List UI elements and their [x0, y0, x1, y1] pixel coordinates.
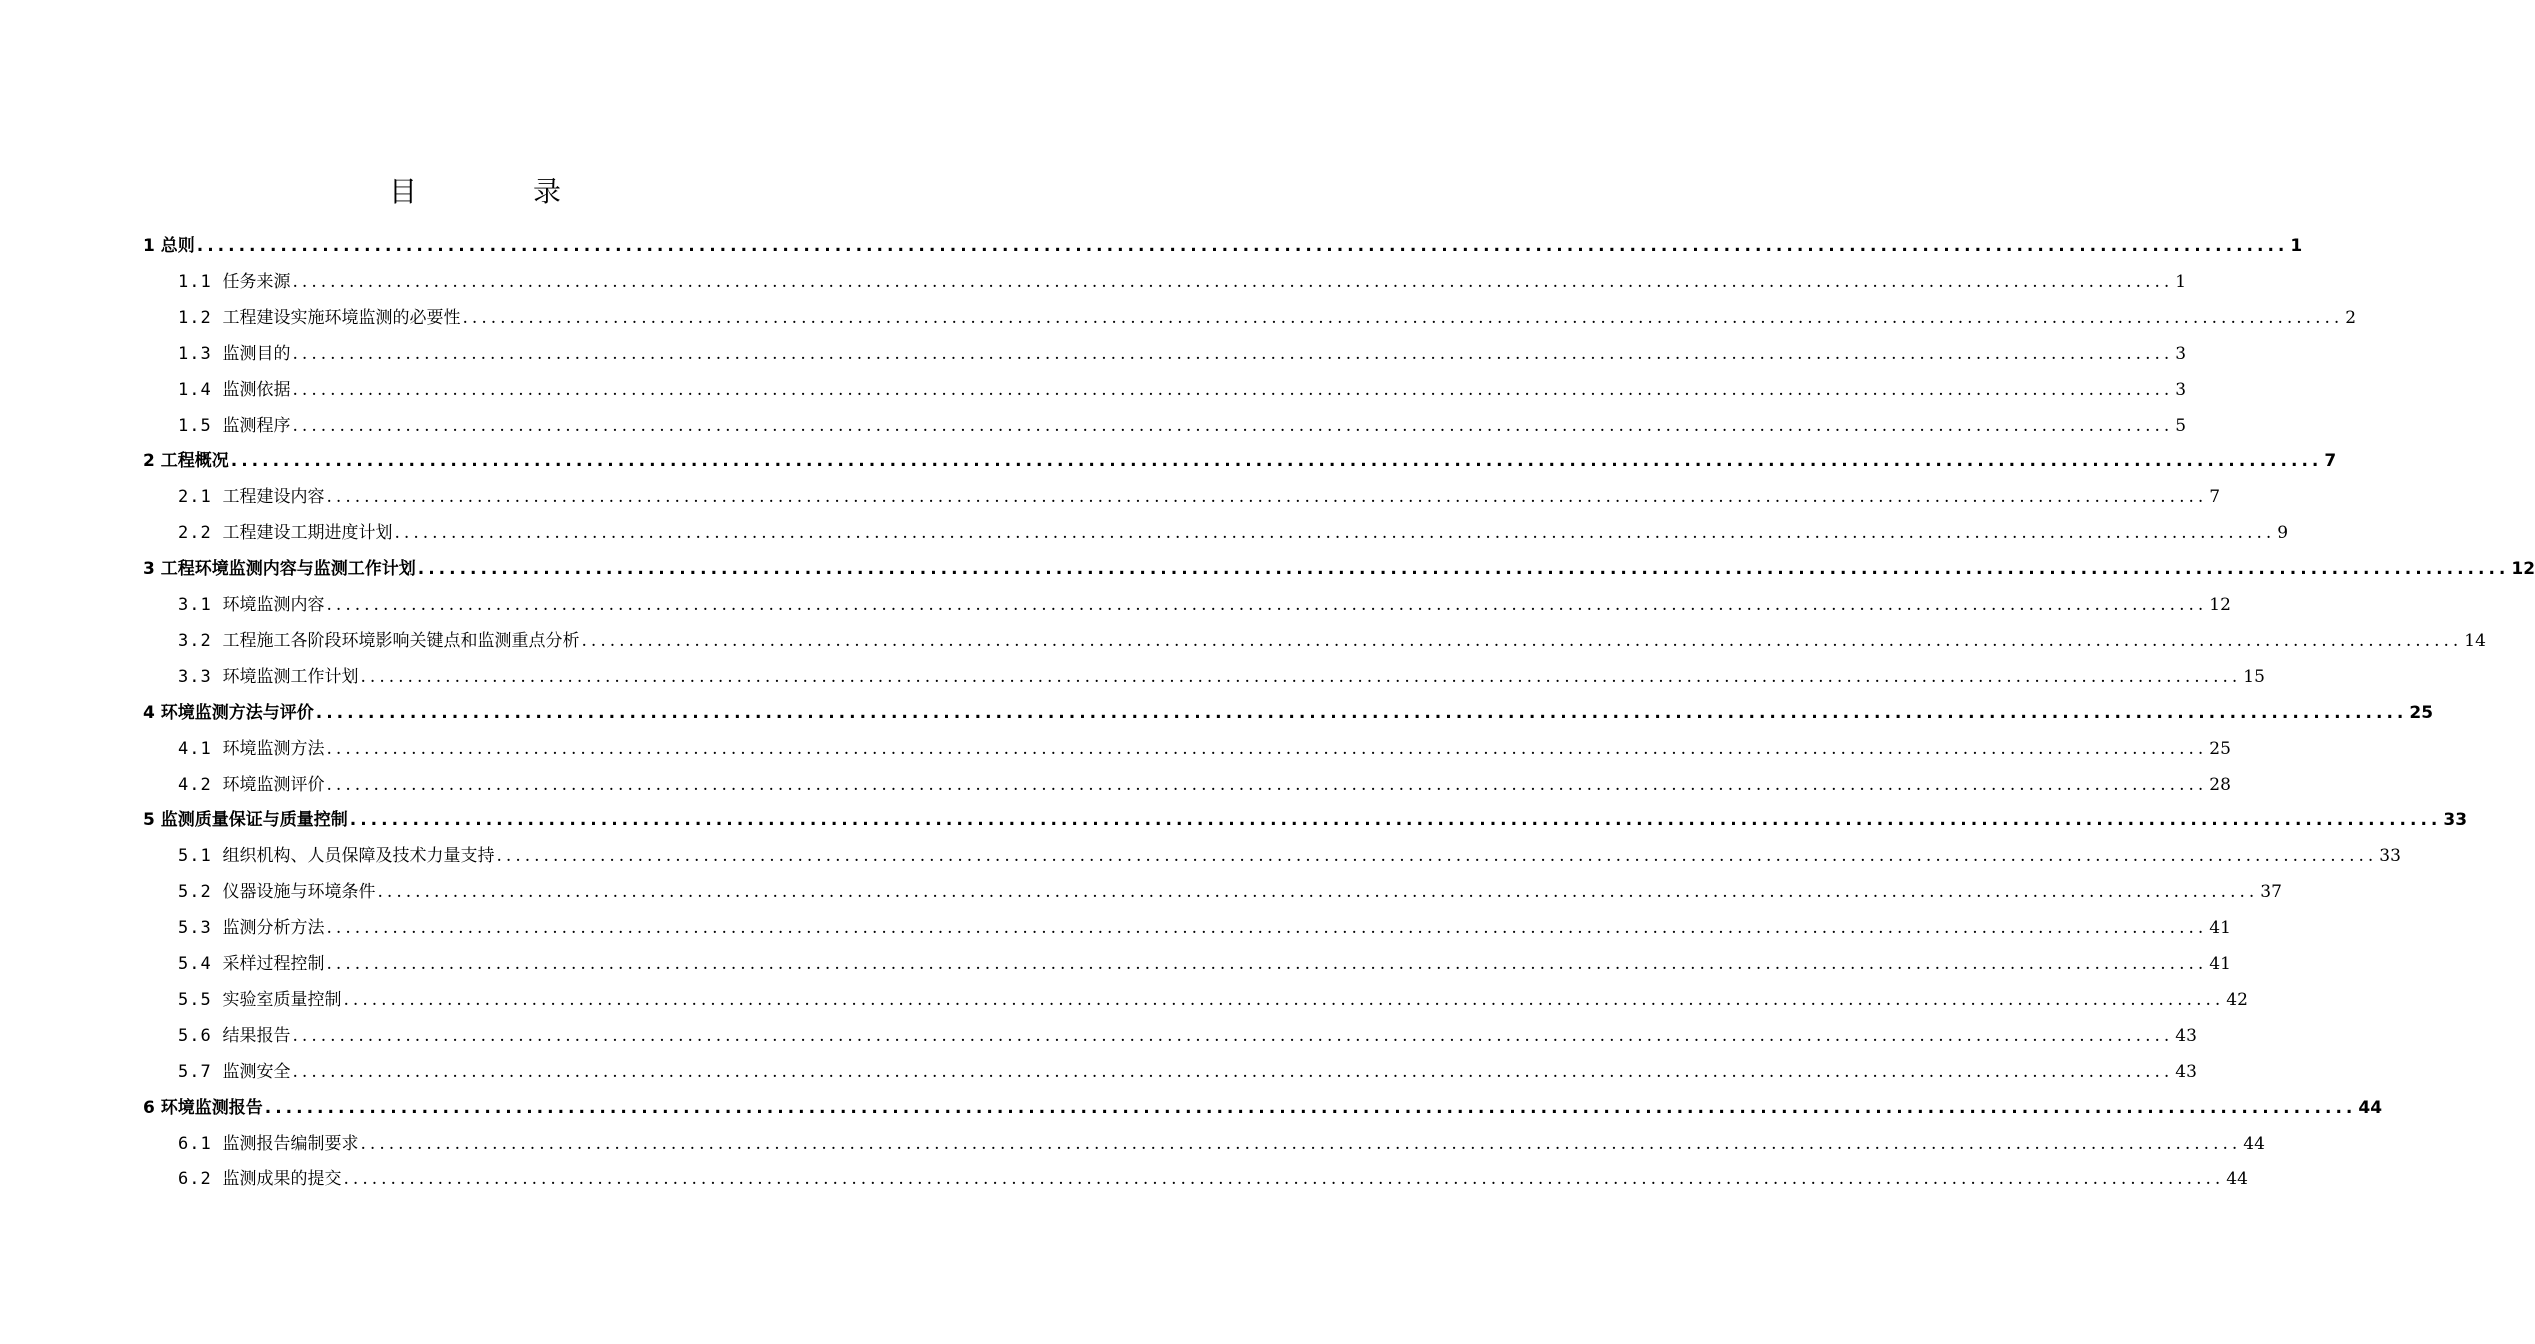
toc-dot-leader: ........................................................................................................................................................................................................ — [377, 882, 2259, 903]
toc-entry-page: 14 — [2464, 630, 2486, 651]
toc-entry-label: 工程施工各阶段环境影响关键点和监测重点分析 — [222, 630, 580, 651]
toc-dot-leader: ........................................................................................................................................................................................................ — [292, 1061, 2174, 1082]
toc-entry-label: 采样过程控制 — [222, 954, 325, 974]
toc-dot-leader: ........................................................................................................................................................................................................ — [496, 846, 2378, 867]
toc-entry-page: 33 — [2379, 846, 2401, 867]
toc-entry-number: 3.1 — [178, 595, 212, 615]
toc-entry-number: 4.1 — [178, 738, 212, 759]
toc-entry-label: 监测报告编制要求 — [222, 1133, 359, 1154]
toc-entry-number: 3.2 — [178, 630, 212, 651]
toc-section-entry[interactable] — [178, 1057, 2197, 1083]
toc-dot-leader: ........................................................................................................................................................................................................ — [360, 1133, 2242, 1154]
toc-section-entry[interactable] — [178, 877, 2282, 903]
toc-entry-page: 41 — [2209, 918, 2231, 939]
toc-dot-leader: ........................................................................................................................................................................................................ — [343, 1169, 2225, 1190]
toc-entry-label: 环境监测内容 — [222, 595, 325, 615]
toc-dot-leader: ........................................................................................................................................................................................................ — [462, 307, 2344, 328]
toc-dot-leader: ........................................................................................................................................................................................................ — [349, 810, 2442, 831]
toc-section-entry[interactable] — [178, 267, 2187, 293]
toc-dot-leader: ........................................................................................................................................................................................................ — [326, 487, 2208, 508]
toc-entry-number: 5.5 — [178, 989, 212, 1010]
toc-dot-leader: ........................................................................................................................................................................................................ — [394, 523, 2276, 544]
toc-entry-number: 3 — [143, 559, 155, 580]
toc-chapter-entry[interactable] — [143, 446, 2337, 472]
toc-entry-number: 1.2 — [178, 307, 212, 328]
toc-entry-page: 1 — [2175, 271, 2187, 292]
toc-entry-label: 监测质量保证与质量控制 — [160, 810, 348, 831]
page-title: 目 录 — [388, 175, 605, 208]
toc-entry-label: 环境监测方法 — [222, 738, 325, 759]
toc-section-entry[interactable] — [178, 1164, 2248, 1190]
toc-section-entry[interactable] — [178, 841, 2401, 867]
toc-entry-number: 1.5 — [178, 415, 212, 436]
toc-entry-page: 12 — [2209, 595, 2231, 615]
toc-entry-label: 环境监测方法与评价 — [160, 702, 314, 723]
toc-entry-number: 5 — [143, 810, 155, 831]
toc-dot-leader: ........................................................................................................................................................................................................ — [264, 1097, 2357, 1118]
toc-entry-label: 工程概况 — [160, 451, 229, 472]
toc-entry-page: 44 — [2358, 1097, 2383, 1118]
toc-section-entry[interactable] — [178, 303, 2357, 329]
toc-dot-leader: ........................................................................................................................................................................................................ — [326, 774, 2208, 795]
toc-entry-page: 28 — [2209, 774, 2231, 795]
toc-dot-leader: ........................................................................................................................................................................................................ — [292, 379, 2174, 400]
toc-entry-number: 3.3 — [178, 666, 212, 687]
toc-dot-leader: ........................................................................................................................................................................................................ — [581, 630, 2463, 651]
toc-entry-number: 4 — [143, 702, 155, 723]
toc-entry-label: 环境监测评价 — [222, 774, 325, 795]
toc-entry-label: 监测分析方法 — [222, 918, 325, 939]
toc-entry-label: 实验室质量控制 — [222, 989, 342, 1010]
toc-entry-number: 5.3 — [178, 918, 212, 939]
toc-section-entry[interactable] — [178, 482, 2221, 508]
toc-entry-label: 工程建设实施环境监测的必要性 — [222, 307, 461, 328]
toc-entry-page: 43 — [2175, 1061, 2197, 1082]
toc-entry-page: 25 — [2209, 738, 2231, 759]
toc-entry-number: 5.1 — [178, 846, 212, 867]
toc-entry-number: 1.3 — [178, 343, 212, 364]
toc-entry-label: 监测依据 — [222, 379, 291, 400]
toc-section-entry[interactable] — [178, 1021, 2197, 1047]
toc-entry-page: 33 — [2443, 810, 2468, 831]
toc-chapter-entry[interactable] — [143, 1093, 2383, 1119]
toc-entry-number: 6.1 — [178, 1133, 212, 1154]
toc-entry-number: 2.2 — [178, 523, 212, 544]
toc-entry-label: 结果报告 — [222, 1025, 291, 1046]
toc-section-entry[interactable] — [178, 339, 2187, 365]
toc-entry-page: 7 — [2209, 487, 2221, 508]
toc-section-entry[interactable] — [178, 590, 2231, 616]
toc-entry-page: 2 — [2345, 307, 2357, 328]
toc-dot-leader: ........................................................................................................................................................................................................ — [315, 702, 2408, 723]
toc-entry-label: 环境监测报告 — [160, 1097, 263, 1118]
toc-dot-leader: ........................................................................................................................................................................................................ — [292, 271, 2174, 292]
toc-entry-number: 5.7 — [178, 1061, 212, 1082]
toc-entry-page: 7 — [2324, 451, 2337, 472]
toc-section-entry[interactable] — [178, 518, 2289, 544]
toc-chapter-entry[interactable] — [143, 231, 2303, 257]
toc-entry-label: 环境监测工作计划 — [222, 666, 359, 687]
toc-entry-page: 12 — [2511, 559, 2535, 580]
toc-section-entry[interactable] — [178, 985, 2248, 1011]
toc-entry-page: 1 — [2290, 236, 2303, 256]
toc-dot-leader: ........................................................................................................................................................................................................ — [343, 989, 2225, 1010]
toc-section-entry[interactable] — [178, 411, 2187, 437]
toc-entry-page: 43 — [2175, 1025, 2197, 1046]
toc-dot-leader: ........................................................................................................................................................................................................ — [230, 451, 2323, 472]
toc-entry-page: 25 — [2409, 702, 2434, 723]
toc-section-entry[interactable] — [178, 770, 2231, 796]
toc-section-entry[interactable] — [178, 1129, 2265, 1155]
toc-dot-leader: ........................................................................................................................................................................................................ — [292, 1025, 2174, 1046]
toc-entry-label: 组织机构、人员保障及技术力量支持 — [222, 846, 495, 867]
toc-entry-label: 工程建设工期进度计划 — [222, 523, 393, 544]
toc-section-entry[interactable] — [178, 734, 2231, 760]
toc-entry-page: 3 — [2175, 343, 2187, 364]
toc-dot-leader: ........................................................................................................................................................................................................ — [292, 343, 2174, 364]
toc-section-entry[interactable] — [178, 913, 2231, 939]
toc-entry-page: 15 — [2243, 666, 2265, 687]
toc-entry-number: 2 — [143, 451, 155, 472]
toc-entry-number: 1.4 — [178, 379, 212, 400]
toc-entry-page: 9 — [2277, 523, 2289, 544]
toc-dot-leader: ........................................................................................................................................................................................................ — [417, 559, 2510, 580]
toc-entry-number: 5.6 — [178, 1025, 212, 1046]
toc-section-entry[interactable] — [178, 662, 2265, 688]
toc-section-entry[interactable] — [178, 949, 2231, 975]
toc-entry-number: 5.4 — [178, 954, 212, 974]
toc-dot-leader: ........................................................................................................................................................................................................ — [360, 666, 2242, 687]
toc-entry-label: 仪器设施与环境条件 — [222, 882, 376, 903]
toc-dot-leader: ........................................................................................................................................................................................................ — [326, 918, 2208, 939]
toc-section-entry[interactable] — [178, 626, 2486, 652]
toc-dot-leader: ........................................................................................................................................................................................................ — [326, 595, 2208, 615]
toc-chapter-entry[interactable] — [143, 698, 2434, 724]
toc-dot-leader: ........................................................................................................................................................................................................ — [326, 954, 2208, 974]
toc-entry-page: 3 — [2175, 379, 2187, 400]
toc-dot-leader: ........................................................................................................................................................................................................ — [196, 236, 2289, 256]
toc-chapter-entry[interactable] — [143, 554, 2535, 580]
toc-entry-number: 4.2 — [178, 774, 212, 795]
toc-entry-number: 1.1 — [178, 271, 212, 292]
toc-chapter-entry[interactable] — [143, 805, 2468, 831]
toc-entry-label: 监测程序 — [222, 415, 291, 436]
toc-entry-label: 工程环境监测内容与监测工作计划 — [160, 559, 416, 580]
toc-entry-page: 42 — [2226, 989, 2248, 1010]
toc-dot-leader: ........................................................................................................................................................................................................ — [292, 415, 2174, 436]
toc-entry-page: 44 — [2226, 1169, 2248, 1190]
toc-entry-page: 5 — [2175, 415, 2187, 436]
toc-entry-number: 2.1 — [178, 487, 212, 508]
toc-entry-number: 6 — [143, 1097, 155, 1118]
toc-entry-label: 监测目的 — [222, 343, 291, 364]
toc-entry-page: 41 — [2209, 954, 2231, 974]
toc-entry-number: 1 — [143, 236, 155, 256]
toc-dot-leader: ........................................................................................................................................................................................................ — [326, 738, 2208, 759]
toc-section-entry[interactable] — [178, 375, 2187, 401]
toc-entry-label: 监测安全 — [222, 1061, 291, 1082]
toc-entry-page: 37 — [2260, 882, 2282, 903]
toc-entry-number: 5.2 — [178, 882, 212, 903]
toc-entry-label: 监测成果的提交 — [222, 1169, 342, 1190]
toc-entry-label: 任务来源 — [222, 271, 291, 292]
toc-entry-label: 工程建设内容 — [222, 487, 325, 508]
toc-entry-page: 44 — [2243, 1133, 2265, 1154]
toc-entry-label: 总则 — [160, 236, 195, 256]
toc-entry-number: 6.2 — [178, 1169, 212, 1190]
